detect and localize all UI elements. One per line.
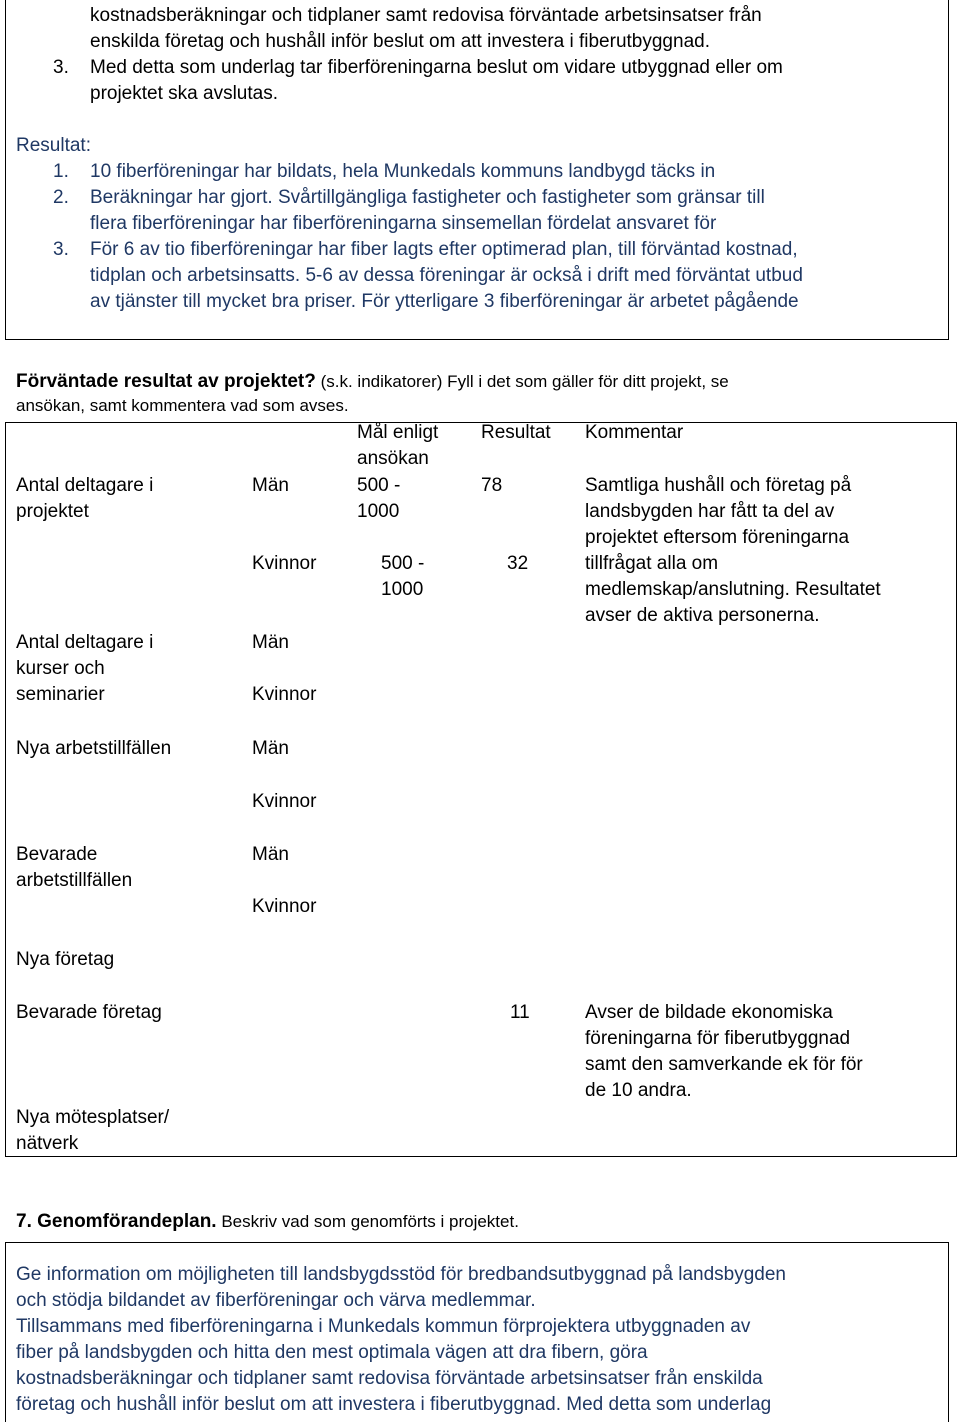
- goal-women-line-2: 1000: [381, 579, 424, 600]
- table-right-border: [956, 423, 957, 1157]
- kept-jobs-label-line-2: arbetstillfällen: [16, 870, 133, 891]
- result-3-line-1: För 6 av tio fiberföreningar har fiber lagts efter optimerad plan, till förväntad kostnad,: [90, 239, 798, 260]
- new-jobs-label: Nya arbetstillfällen: [16, 738, 172, 759]
- result-2-line-1: Beräkningar har gjort. Svårtillgängliga fastigheter och fastigheter som gränsar till: [90, 187, 765, 208]
- participants-label-line-1: Antal deltagare i: [16, 475, 154, 496]
- table-left-border: [5, 423, 6, 1157]
- kept-jobs-men-label: Män: [252, 844, 289, 865]
- goal-women-line-1: 500 -: [381, 553, 425, 574]
- courses-label-line-1: Antal deltagare i: [16, 632, 154, 653]
- section-heading-bold: Förväntade resultat av projektet?: [16, 371, 316, 392]
- kept-jobs-women-label: Kvinnor: [252, 896, 317, 917]
- plan-heading: [16, 1209, 519, 1235]
- comment-participants-line-3: projektet eftersom föreningarna: [585, 527, 850, 548]
- table-bottom-border: [5, 1156, 957, 1157]
- goal-men-line-1: 500 -: [357, 475, 401, 496]
- courses-label-line-2: kurser och: [16, 658, 105, 679]
- kept-companies-comment-line-1: Avser de bildade ekonomiska: [585, 1002, 833, 1023]
- comment-participants-line-5: medlemskap/anslutning. Resultatet: [585, 579, 881, 600]
- result-1-line-1: 10 fiberföreningar har bildats, hela Munkedals kommuns landbygd täcks in: [90, 161, 716, 182]
- comment-participants-line-2: landsbygden har fått ta del av: [585, 501, 835, 522]
- participants-women-label: Kvinnor: [252, 553, 317, 574]
- box2-line-2: och stödja bildandet av fiberföreningar och värva medlemmar.: [16, 1290, 536, 1311]
- courses-label-line-3: seminarier: [16, 684, 105, 705]
- box1-item3-line-2: projektet ska avslutas.: [90, 83, 278, 104]
- list-number-3: 3.: [53, 57, 69, 78]
- goal-men-line-2: 1000: [357, 501, 400, 522]
- box2-line-5: kostnadsberäkningar och tidplaner samt redovisa förväntade arbetsinsatser från enskilda: [16, 1368, 763, 1389]
- box2-line-4: fiber på landsbygden och hitta den mest optimala vägen att dra fibern, göra: [16, 1342, 648, 1363]
- result-number-1: 1.: [53, 161, 69, 182]
- courses-men-label: Män: [252, 632, 289, 653]
- box2-line-3: Tillsammans med fiberföreningarna i Munkedals kommun förprojektera utbyggnaden av: [16, 1316, 751, 1337]
- participants-label-line-2: projektet: [16, 501, 89, 522]
- box1-item3-line-1: Med detta som underlag tar fiberföreningarna beslut om vidare utbyggnad eller om: [90, 57, 783, 78]
- kept-jobs-label-line-1: Bevarade: [16, 844, 98, 865]
- header-goal-line-2: ansökan: [357, 448, 429, 469]
- box1-line-1: kostnadsberäkningar och tidplaner samt redovisa förväntade arbetsinsatser från: [90, 5, 762, 26]
- kept-companies-label: Bevarade företag: [16, 1002, 162, 1023]
- comment-participants-line-1: Samtliga hushåll och företag på: [585, 475, 852, 496]
- meeting-label-line-1: Nya mötesplatser/: [16, 1107, 170, 1128]
- kept-companies-comment-line-2: föreningarna för fiberutbyggnad: [585, 1028, 851, 1049]
- result-3-line-2: tidplan och arbetsinsatts. 5-6 av dessa föreningar är också i drift med förväntat utbud: [90, 265, 803, 286]
- section-heading-line-2: ansökan, samt kommentera vad som avses.: [16, 396, 349, 415]
- plan-heading-bold: 7. Genomförandeplan.: [16, 1211, 217, 1232]
- comment-participants-line-6: avser de aktiva personerna.: [585, 605, 820, 626]
- result-women: 32: [507, 553, 529, 574]
- result-men: 78: [481, 475, 503, 496]
- courses-women-label: Kvinnor: [252, 684, 317, 705]
- kept-companies-result: 11: [510, 1002, 530, 1023]
- participants-men-label: Män: [252, 475, 289, 496]
- result-2-line-2: flera fiberföreningar har fiberföreningarna sinsemellan fördelat ansvaret för: [90, 213, 717, 234]
- kept-companies-comment-line-3: samt den samverkande ek för för: [585, 1054, 863, 1075]
- result-number-3: 3.: [53, 239, 69, 260]
- comment-participants-line-4: tillfrågat alla om: [585, 553, 719, 574]
- header-goal-line-1: Mål enligt: [357, 422, 439, 443]
- kept-companies-comment-line-4: de 10 andra.: [585, 1080, 692, 1101]
- result-number-2: 2.: [53, 187, 69, 208]
- new-companies-label: Nya företag: [16, 949, 115, 970]
- section-heading-rest: (s.k. indikatorer) Fyll i det som gäller för ditt projekt, se: [315, 372, 729, 391]
- plan-heading-rest: Beskriv vad som genomförts i projektet.: [216, 1212, 519, 1231]
- box2-line-6: företag och hushåll inför beslut om att investera i fiberutbyggnad. Med detta som underlag: [16, 1394, 772, 1415]
- new-jobs-men-label: Män: [252, 738, 289, 759]
- result-3-line-3: av tjänster till mycket bra priser. För ytterligare 3 fiberföreningar är arbetet pågående: [90, 291, 799, 312]
- header-comment: Kommentar: [585, 422, 684, 443]
- section-heading: [16, 369, 729, 395]
- meeting-label-line-2: nätverk: [16, 1133, 79, 1154]
- header-result: Resultat: [481, 422, 551, 443]
- box1-line-2: enskilda företag och hushåll inför beslut om att investera i fiberutbyggnad.: [90, 31, 710, 52]
- box2-line-1: Ge information om möjligheten till landsbygdsstöd för bredbandsutbyggnad på landsbygden: [16, 1264, 786, 1285]
- new-jobs-women-label: Kvinnor: [252, 791, 317, 812]
- resultat-label: Resultat:: [16, 135, 91, 156]
